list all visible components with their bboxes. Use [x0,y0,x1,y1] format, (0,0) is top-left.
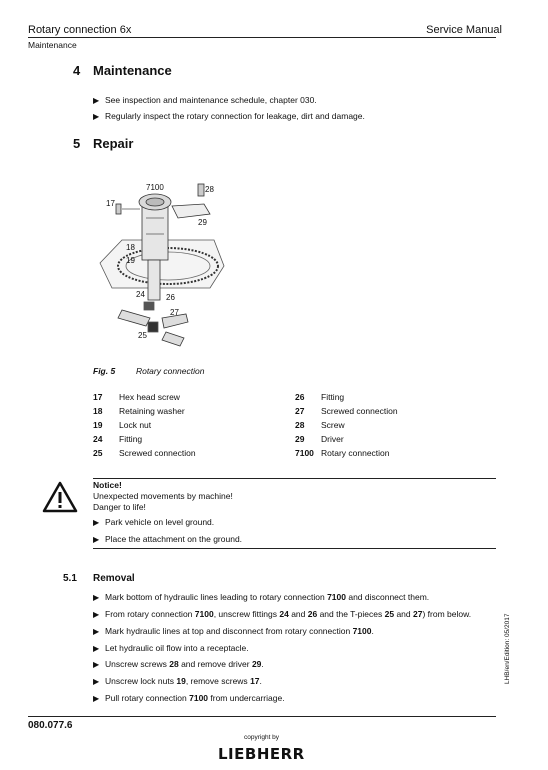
notice-bullet: ▶ Place the attachment on the ground. [93,534,243,544]
parts-list-right: 26 Fitting 27 Screwed connection 28 Screw 29 Driver 7100 Rotary connection [295,392,398,458]
removal-step: ▶ Mark hydraulic lines at top and disconnect from rotary connection 7100. [93,626,374,636]
removal-step: ▶ Unscrew lock nuts 19, remove screws 17. [93,676,262,686]
removal-step: ▶ From rotary connection 7100, unscrew fittings 24 and 26 and the T-pieces 25 and 27) from below. [93,609,472,619]
callout-label: 18 [126,243,135,252]
maintenance-heading: Maintenance [93,63,172,78]
notice-bullet: ▶ Park vehicle on level ground. [93,517,215,527]
callout-label: 26 [166,293,175,302]
callout-label: 28 [205,185,214,194]
notice-divider [93,548,496,549]
bullet-arrow-icon: ▶ [93,535,100,544]
callout-label: 19 [126,256,135,265]
removal-step: ▶ Unscrew screws 28 and remove driver 29. [93,659,264,669]
callout-label: 29 [198,218,207,227]
removal-step: ▶ Let hydraulic oil flow into a receptacle. [93,643,249,653]
notice-divider [93,478,496,479]
copyright-note: copyright by [244,734,280,741]
notice-title: Notice! [93,480,122,490]
liebherr-logo: LIEBHERR [218,745,305,763]
removal-number: 5.1 [63,573,77,584]
parts-list-left: 17 Hex head screw 18 Retaining washer 19 Lock nut 24 Fitting 25 Screwed connection [93,392,196,458]
bullet-arrow-icon: ▶ [93,627,100,636]
bullet-arrow-icon: ▶ [93,112,100,121]
rotary-connection-figure [92,178,232,354]
notice-line: Unexpected movements by machine! [93,491,233,501]
bullet-arrow-icon: ▶ [93,610,100,619]
figure-caption [93,366,204,376]
removal-step: ▶ Pull rotary connection 7100 from undercarriage. [93,693,285,703]
warning-triangle-icon [42,481,78,513]
footer-divider [28,716,496,717]
document-number: 080.077.6 [28,720,73,731]
bullet-arrow-icon: ▶ [93,677,100,686]
bullet-arrow-icon: ▶ [93,694,100,703]
bullet-arrow-icon: ▶ [93,644,100,653]
maintenance-bullet: ▶ See inspection and maintenance schedule, chapter 030. [93,95,317,105]
document-title: Rotary connection 6x [28,24,132,36]
maintenance-bullet: ▶ Regularly inspect the rotary connection for leakage, dirt and damage. [93,111,365,121]
callout-label: 7100 [146,183,164,192]
bullet-arrow-icon: ▶ [93,518,100,527]
repair-heading: Repair [93,136,134,151]
figure-title: Rotary connection [135,366,205,376]
bullet-arrow-icon: ▶ [93,660,100,669]
removal-step: ▶ Mark bottom of hydraulic lines leading to rotary connection 7100 and disconnect them. [93,592,430,602]
callout-label: 17 [106,199,115,208]
callout-label: 25 [138,331,147,340]
removal-heading: Removal [93,573,135,584]
bullet-arrow-icon: ▶ [93,96,100,105]
notice-line: Danger to life! [93,502,146,512]
bullet-arrow-icon: ▶ [93,593,100,602]
figure-label: Fig. 5 [93,366,116,376]
manual-type: Service Manual [426,24,502,36]
callout-label: 27 [170,308,179,317]
section-name: Maintenance [28,40,77,50]
edition-note: LHB/en/Edition: 05/2017 [504,613,511,684]
header-divider [28,37,496,38]
repair-number: 5 [73,136,81,151]
callout-label: 24 [136,290,145,299]
maintenance-number: 4 [73,63,81,78]
